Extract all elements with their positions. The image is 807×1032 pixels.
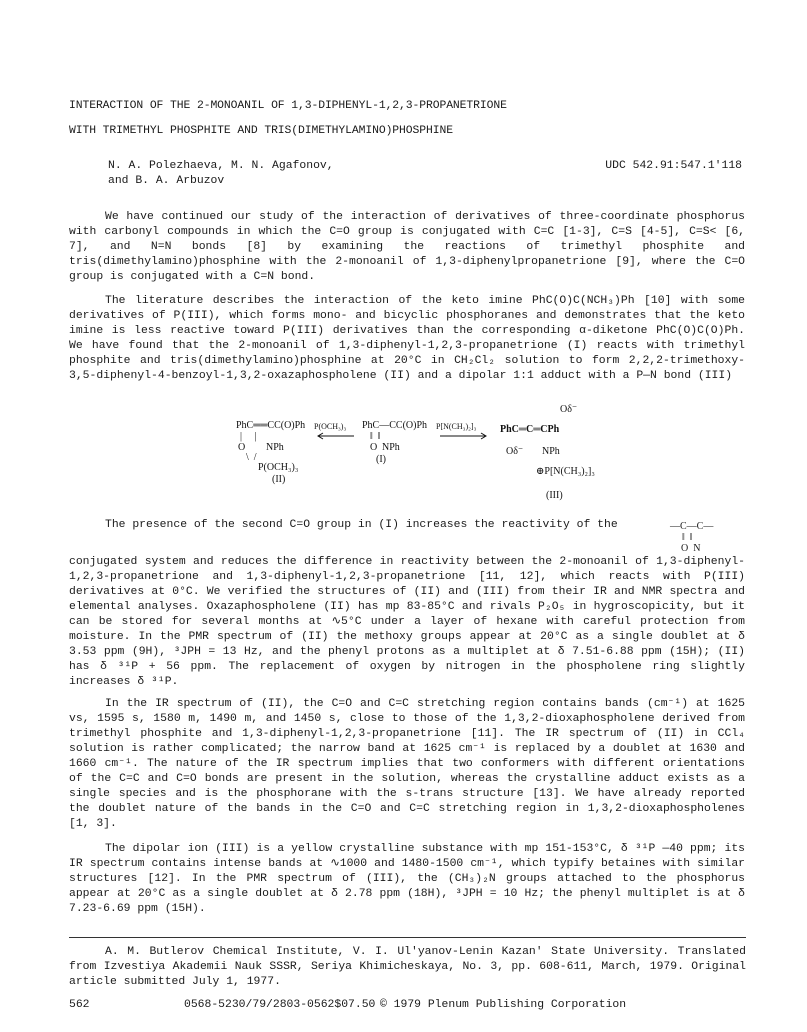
paragraph-5 bbox=[69, 842, 745, 917]
paragraph-3 bbox=[69, 518, 745, 533]
compound-ii-top: PhC══CC(O)Ph bbox=[236, 420, 306, 431]
bond-marks-i: ‖ ‖ bbox=[370, 431, 381, 442]
reaction-scheme bbox=[230, 402, 600, 510]
title-line-2: WITH TRIMETHYL PHOSPHITE AND TRIS(DIMETHYLAMINO)PHOSPHINE bbox=[69, 125, 453, 137]
fragment-bottom: O N bbox=[681, 543, 701, 554]
compound-i-n: NPh bbox=[382, 442, 400, 453]
arrow-left-icon bbox=[316, 432, 356, 440]
conjugated-fragment bbox=[670, 521, 730, 557]
compound-iii-odelta: Oδ⁻ bbox=[560, 404, 578, 415]
paragraph-5-text: The dipolar ion (III) is a yellow crystalline substance with mp 151-153°C, δ ³¹P —40 ppm; its IR spectrum contains intense bands at ∿1000 and 1480-1500 cm⁻¹, which typify betaines with similar structures [12]. In the PMR spectrum of (III), the (CH₃)₂N groups attached to the phosphorus appear at 20°C as a single doublet at δ 2.78 ppm (18H), ³JPH = 10 Hz; the phenyl multiplet is at δ 7.23-6.69 ppm (15H). bbox=[69, 843, 745, 915]
label-i: (I) bbox=[376, 454, 386, 465]
authors-line-1: N. A. Polezhaeva, M. N. Agafonov, bbox=[108, 160, 334, 172]
compound-ii-p: P(OCH₃)₃ bbox=[258, 462, 299, 473]
reagent-right-label: P[N(CH₃)₂]₃ bbox=[436, 422, 477, 431]
compound-iii-p: ⊕P[N(CH₃)₂]₃ bbox=[536, 466, 595, 477]
bond-lines-ii: \ / bbox=[246, 452, 257, 463]
footnote-rule bbox=[69, 937, 746, 938]
footnote-text: A. M. Butlerov Chemical Institute, V. I. Ul'yanov-Lenin Kazan' State University. Translated from Izvestiya Akademii Nauk SSSR, Seriya Khimicheskaya, No. 3, pp. 608-611, March, 1979. Original article submitted July 1, 1977. bbox=[69, 946, 746, 988]
compound-ii-o: O bbox=[238, 442, 246, 453]
paragraph-3-continued bbox=[69, 555, 745, 690]
bond-marks-ii: | | bbox=[240, 431, 257, 442]
arrow-right-icon bbox=[438, 432, 488, 440]
footnote bbox=[69, 945, 746, 990]
authors-line-2: and B. A. Arbuzov bbox=[108, 175, 225, 187]
page-number: 562 bbox=[69, 999, 90, 1011]
fragment-top: —C—C— bbox=[670, 521, 714, 532]
compound-i-o: O bbox=[370, 442, 378, 453]
compound-iii-top: PhC═C═CPh bbox=[500, 424, 560, 435]
compound-i-top: PhC—CC(O)Ph bbox=[362, 420, 428, 431]
paragraph-3-start: The presence of the second C=O group in (I) increases the reactivity of the bbox=[105, 519, 618, 531]
paragraph-3-rest: conjugated system and reduces the difference in reactivity between the 2-monoanil of 1,3-diphenyl-1,2,3-propanetrione and 1,3-diphenyl-1,2,3-propanetrione [11, 12], which reacts with P(III) derivatives at 0°C. We verified the structures of (II) and (III) from their IR and NMR spectra and elemental analyses. Oxazaphospholene (II) has mp 83-85°C and rivals P₂O₅ in hygroscopicity, but it can be stored for several months at ∿5°C under a layer of hexane with careful protection from moisture. In the PMR spectrum of (II) the methoxy groups appear at 20°C as a single doublet at δ 3.53 ppm (9H), ³JPH = 13 Hz, and the phenyl protons as a multiplet at δ 7.51-6.88 ppm (15H); (II) has δ ³¹P + 56 ppm. The replacement of oxygen by nitrogen in the phospholene ring slightly increases δ ³¹P. bbox=[69, 556, 745, 688]
paragraph-4 bbox=[69, 697, 745, 832]
paragraph-2 bbox=[69, 294, 745, 384]
compound-iii-o: Oδ⁻ bbox=[506, 446, 524, 457]
paper-title bbox=[69, 99, 749, 139]
fragment-bonds: ‖ ‖ bbox=[682, 532, 693, 543]
paragraph-2-text: The literature describes the interaction of the keto imine PhC(O)C(NCH₃)Ph [10] with some derivatives of P(III), which forms mono- and bicyclic phosphoranes and demonstrates that the keto imine is less reactive toward P(III) derivatives than the corresponding α-diketone PhC(O)C(O)Ph. We have found that the 2-monoanil of 1,3-diphenyl-1,2,3-propanetrione (I) reacts with trimethyl phosphite and tris(dimethylamino)phosphine at 20°C in CH₂Cl₂ solution to form 2,2,2-trimethoxy-3,5-diphenyl-4-benzoyl-1,3,2-oxazaphospholene (II) and a dipolar 1:1 adduct with a P—N bond (III) bbox=[69, 295, 745, 382]
paragraph-1-text: We have continued our study of the interaction of derivatives of three-coordinate phosphorus with carbonyl compounds in which the C=O group is conjugated with C=C [1-3], C=S [4-5], C=S< [6, 7], and N=N bonds [8] by examining the reactions of trimethyl phosphite and tris(dimethylamino)phosphine with the 2-monoanil of 1,3-diphenylpropanetrione [9], where the C=O group is conjugated with a C=N bond. bbox=[69, 211, 745, 283]
compound-ii-n: NPh bbox=[266, 442, 284, 453]
reagent-left-label: P(OCH₃)₃ bbox=[314, 422, 347, 431]
copyright: © 1979 Plenum Publishing Corporation bbox=[380, 999, 627, 1011]
paragraph-1 bbox=[69, 210, 745, 285]
label-ii: (II) bbox=[272, 474, 286, 485]
paragraph-4-text: In the IR spectrum of (II), the C=O and C=C stretching region contains bands (cm⁻¹) at 1625 vs, 1595 s, 1580 m, 1490 m, and 1450 s, close to those of the 1,3,2-dioxaphospholene derived from trimethyl phosphite and 1,3-diphenyl-1,2,3-propanetrione [11]. The IR spectrum of (II) in CCl₄ solution is rather complicated; the narrow band at 1625 cm⁻¹ is replaced by a doublet at 1630 and 1660 cm⁻¹. The nature of the IR spectrum implies that two conformers with different orientations of the C=C and C=O bonds are present in the solution, whereas the crystalline adduct exists as a single species and is the phosphorane with the s-trans structure [13]. We have already reported the doublet nature of the bands in the C=O and C=C stretching region in 1,3,2-dioxaphospholenes [1, 3]. bbox=[69, 698, 745, 830]
udc-code: UDC 542.91:547.1'118 bbox=[605, 160, 742, 172]
article-code: 0568-5230/79/2803-0562$07.50 bbox=[184, 999, 376, 1011]
label-iii: (III) bbox=[546, 490, 563, 501]
title-line-1: INTERACTION OF THE 2-MONOANIL OF 1,3-DIPHENYL-1,2,3-PROPANETRIONE bbox=[69, 100, 507, 112]
compound-iii-n: NPh bbox=[542, 446, 560, 457]
